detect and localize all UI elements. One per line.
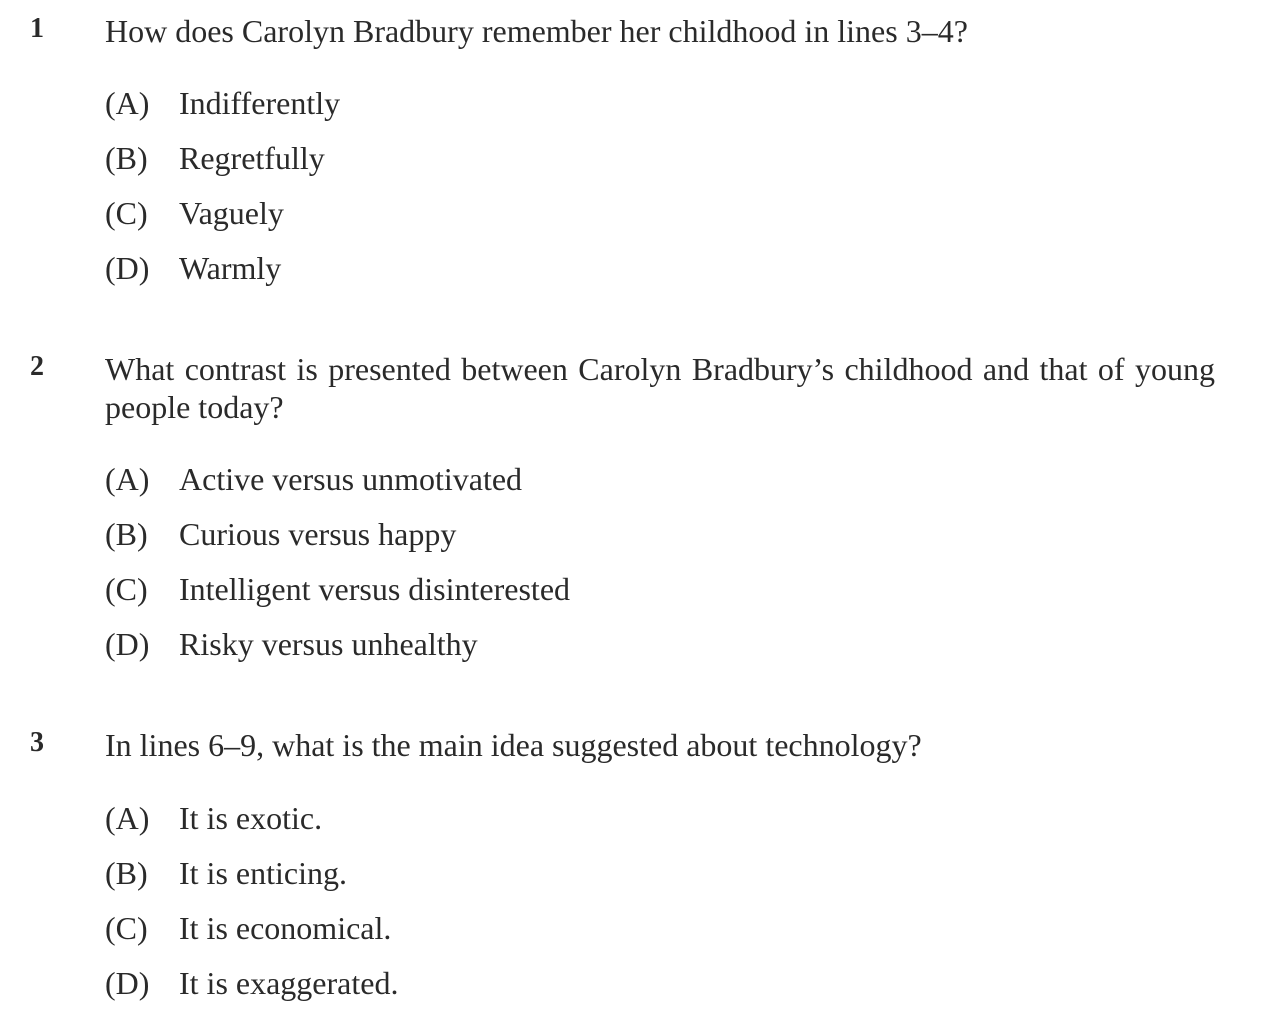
- option-letter: (B): [105, 516, 148, 552]
- option-letter: (B): [105, 140, 148, 176]
- option-letter: (D): [105, 965, 150, 1001]
- option-c[interactable]: [105, 194, 284, 232]
- option-c[interactable]: [105, 570, 570, 608]
- option-letter: (C): [105, 571, 148, 607]
- option-d[interactable]: [105, 964, 398, 1002]
- option-letter: (C): [105, 195, 148, 231]
- option-a[interactable]: [105, 84, 340, 122]
- option-text: It is enticing.: [179, 855, 347, 891]
- question-number: 3: [30, 727, 44, 758]
- question-stem: In lines 6–9, what is the main idea suggested about technology?: [105, 727, 922, 763]
- option-text: It is exotic.: [179, 800, 323, 836]
- option-letter: (A): [105, 800, 150, 836]
- option-text: Intelligent versus disinterested: [179, 571, 571, 607]
- option-text: Active versus unmotivated: [179, 461, 523, 497]
- option-letter: (A): [105, 85, 150, 121]
- option-text: It is economical.: [179, 910, 392, 946]
- option-text: Regretfully: [179, 140, 325, 176]
- option-a[interactable]: [105, 460, 522, 498]
- option-d[interactable]: [105, 625, 478, 663]
- option-letter: (C): [105, 910, 148, 946]
- option-letter: (D): [105, 250, 150, 286]
- question-number: 2: [30, 351, 44, 382]
- option-d[interactable]: [105, 249, 281, 287]
- option-b[interactable]: [105, 854, 347, 892]
- option-letter: (A): [105, 461, 150, 497]
- option-letter: (D): [105, 626, 150, 662]
- option-letter: (B): [105, 855, 148, 891]
- option-text: Risky versus unhealthy: [179, 626, 478, 662]
- option-b[interactable]: [105, 139, 325, 177]
- option-text: Indifferently: [179, 85, 341, 121]
- option-a[interactable]: [105, 799, 322, 837]
- option-text: Warmly: [179, 250, 282, 286]
- question-stem: How does Carolyn Bradbury remember her childhood in lines 3–4?: [105, 13, 968, 49]
- option-text: Curious versus happy: [179, 516, 457, 552]
- option-text: Vaguely: [179, 195, 284, 231]
- question-number: 1: [30, 13, 44, 44]
- question-stem: What contrast is presented between Carolyn Bradbury’s childhood and that of young people today?: [105, 351, 1215, 425]
- option-c[interactable]: [105, 909, 391, 947]
- option-b[interactable]: [105, 515, 456, 553]
- option-text: It is exaggerated.: [179, 965, 399, 1001]
